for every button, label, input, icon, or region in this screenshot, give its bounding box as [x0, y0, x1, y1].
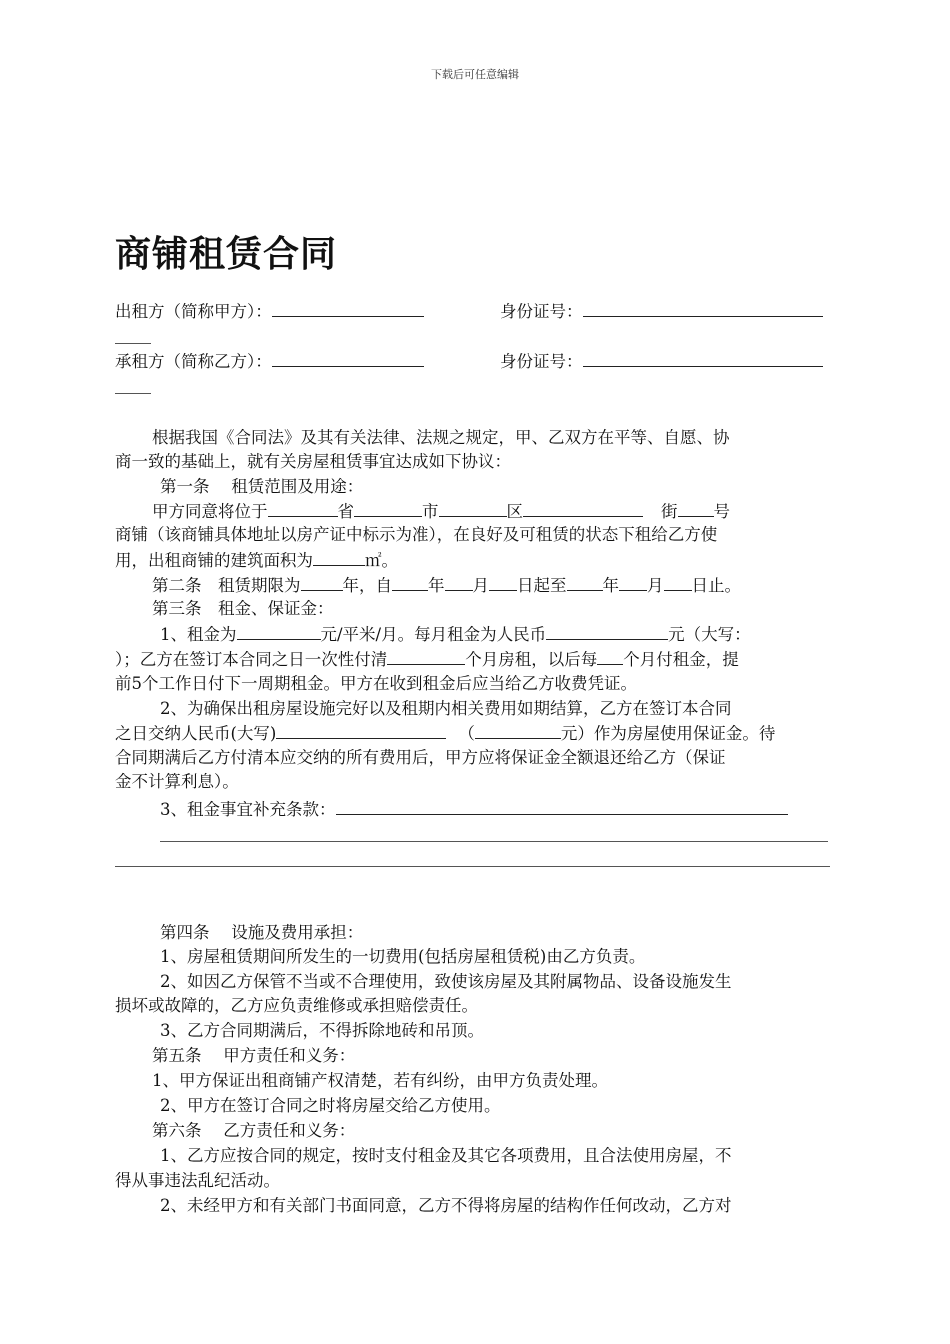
street-blank[interactable] — [523, 500, 643, 517]
article-3-p1-line-1 — [160, 623, 751, 646]
lessor-id-blank-wrap — [115, 343, 151, 344]
article-3-p2-line-1: 2、为确保出租房屋设施完好以及租期内相关费用如期结算，乙方在签订本合同 — [160, 699, 732, 718]
number-blank[interactable] — [678, 500, 714, 517]
art2-text-f: 年 — [602, 576, 619, 595]
article-6-p1-line-1: 1、乙方应按合同的规定，按时支付租金及其它各项费用，且合法使用房屋，不 — [160, 1146, 732, 1165]
art3-deposit-text: 之日交纳人民币(大写) — [115, 724, 277, 743]
art3-cycle-text: 个月付租金，提 — [623, 650, 739, 669]
art2-text-h: 日止。 — [691, 576, 741, 595]
article-3-heading: 第三条 租金、保证金： — [152, 599, 334, 618]
art2-text-g: 月 — [647, 576, 664, 595]
lessor-id-blank[interactable] — [583, 300, 823, 317]
art2-text-a: 第二条 租赁期限为 — [152, 576, 301, 595]
article-5-p1: 1、甲方保证出租商铺产权清楚，若有纠纷，由甲方负责处理。 — [152, 1071, 608, 1090]
supplement-blank-2[interactable] — [160, 841, 828, 842]
end-day-blank[interactable] — [664, 574, 692, 591]
article-5-p2: 2、甲方在签订合同之时将房屋交给乙方使用。 — [160, 1096, 501, 1115]
deposit-amount-blank[interactable] — [475, 722, 561, 739]
art1-text-b: 省 — [337, 502, 354, 521]
art3-prepay-text: ）；乙方在签订本合同之日一次性付清 — [115, 650, 388, 669]
article-3-p2-line-2 — [115, 722, 775, 745]
article-4-p2-line-1: 2、如因乙方保管不当或不合理使用，致使该房屋及其附属物品、设备设施发生 — [160, 972, 732, 991]
start-year-blank[interactable] — [392, 574, 428, 591]
art1-text-c: 市 — [422, 502, 439, 521]
art1-text-f: 号 — [713, 502, 730, 521]
article-6-p1-line-2: 得从事违法乱纪活动。 — [115, 1171, 280, 1190]
end-year-blank[interactable] — [567, 574, 603, 591]
article-4-heading: 第四条 设施及费用承担： — [160, 923, 364, 942]
art2-text-c: 年 — [428, 576, 445, 595]
art3-paren-open: （ — [458, 724, 475, 743]
article-6-heading: 第六条 乙方责任和义务： — [152, 1121, 356, 1140]
contract-title: 商铺租赁合同 — [115, 234, 338, 275]
term-years-blank[interactable] — [301, 574, 343, 591]
area-blank[interactable] — [313, 549, 365, 566]
art3-rent-text: 1、租金为 — [160, 625, 237, 644]
art2-text-b: 年，自 — [342, 576, 392, 595]
payment-cycle-blank[interactable] — [597, 648, 623, 665]
art3-every-text: 个月房租，以后每 — [465, 650, 598, 669]
article-4-p3: 3、乙方合同期满后，不得拆除地砖和吊顶。 — [160, 1021, 484, 1040]
lessee-id-label: 身份证号： — [500, 352, 583, 371]
art3-capital-text: 元（大写： — [668, 625, 751, 644]
article-4-p2-line-2: 损坏或故障的，乙方应负责维修或承担赔偿责任。 — [115, 996, 478, 1015]
article-1-line-1 — [152, 500, 730, 523]
lessee-id-line — [500, 350, 823, 373]
article-2-line — [152, 574, 741, 597]
start-day-blank[interactable] — [489, 574, 517, 591]
city-blank[interactable] — [354, 500, 422, 517]
art2-text-e: 日起至 — [517, 576, 567, 595]
article-1-line-3 — [115, 549, 398, 572]
article-4-p1: 1、房屋租赁期间所发生的一切费用(包括房屋租赁税)由乙方负责。 — [160, 947, 646, 966]
prepay-months-blank[interactable] — [387, 648, 465, 665]
article-1-line-2: 商铺（该商铺具体地址以房产证中标示为准），在良好及可租赁的状态下租给乙方使 — [115, 525, 718, 544]
article-6-p2-line-1: 2、未经甲方和有关部门书面同意，乙方不得将房屋的结构作任何改动，乙方对 — [160, 1196, 732, 1215]
art3-supplement-text: 3、租金事宜补充条款： — [160, 800, 336, 819]
lessee-label: 承租方（简称乙方）： — [115, 352, 272, 371]
lessor-id-label: 身份证号： — [500, 302, 583, 321]
article-5-heading: 第五条 甲方责任和义务： — [152, 1046, 356, 1065]
art1-text-e: 街 — [661, 502, 678, 521]
art3-deposit-use-text: 元）作为房屋使用保证金。待 — [560, 724, 776, 743]
monthly-rent-blank[interactable] — [546, 623, 668, 640]
article-3-p2-line-3: 合同期满后乙方付清本应交纳的所有费用后，甲方应将保证金全额退还给乙方（保证 — [115, 748, 726, 767]
preamble-line-2: 商一致的基础上，就有关房屋租赁事宜达成如下协议： — [115, 452, 511, 471]
article-3-p2-line-4: 金不计算利息）。 — [115, 772, 239, 791]
supplement-blank-3[interactable] — [115, 866, 830, 867]
art1-area-unit: ㎡。 — [365, 551, 398, 570]
district-blank[interactable] — [439, 500, 507, 517]
lessee-line — [115, 350, 424, 373]
lessor-name-blank[interactable] — [272, 300, 424, 317]
lessee-id-blank[interactable] — [583, 350, 823, 367]
deposit-capital-blank[interactable] — [276, 722, 446, 739]
preamble-line-1: 根据我国《合同法》及其有关法律、法规之规定，甲、乙双方在平等、自愿、协 — [152, 428, 730, 447]
lessor-id-line — [500, 300, 823, 323]
lessee-name-blank[interactable] — [272, 350, 424, 367]
province-blank[interactable] — [268, 500, 338, 517]
article-3-p1-line-3: 前5个工作日付下一周期租金。甲方在收到租金后应当给乙方收费凭证。 — [115, 674, 637, 693]
art1-area-text: 用，出租商铺的建筑面积为 — [115, 551, 313, 570]
header-note: 下载后可任意编辑 — [431, 68, 519, 81]
art1-text-a: 甲方同意将位于 — [152, 502, 268, 521]
article-1-heading: 第一条 租赁范围及用途： — [160, 477, 364, 496]
rent-per-sqm-blank[interactable] — [237, 623, 321, 640]
article-3-p3-line — [160, 798, 788, 821]
lessor-line — [115, 300, 424, 323]
lessor-label: 出租方（简称甲方）： — [115, 302, 272, 321]
end-month-blank[interactable] — [619, 574, 647, 591]
supplement-blank-1[interactable] — [336, 798, 788, 815]
art1-text-d: 区 — [506, 502, 523, 521]
lessee-id-blank-wrap — [115, 393, 151, 394]
article-3-p1-line-2 — [115, 648, 739, 671]
start-month-blank[interactable] — [445, 574, 473, 591]
art3-monthly-text: 元/平米/月。每月租金为人民币 — [320, 625, 547, 644]
art2-text-d: 月 — [472, 576, 489, 595]
